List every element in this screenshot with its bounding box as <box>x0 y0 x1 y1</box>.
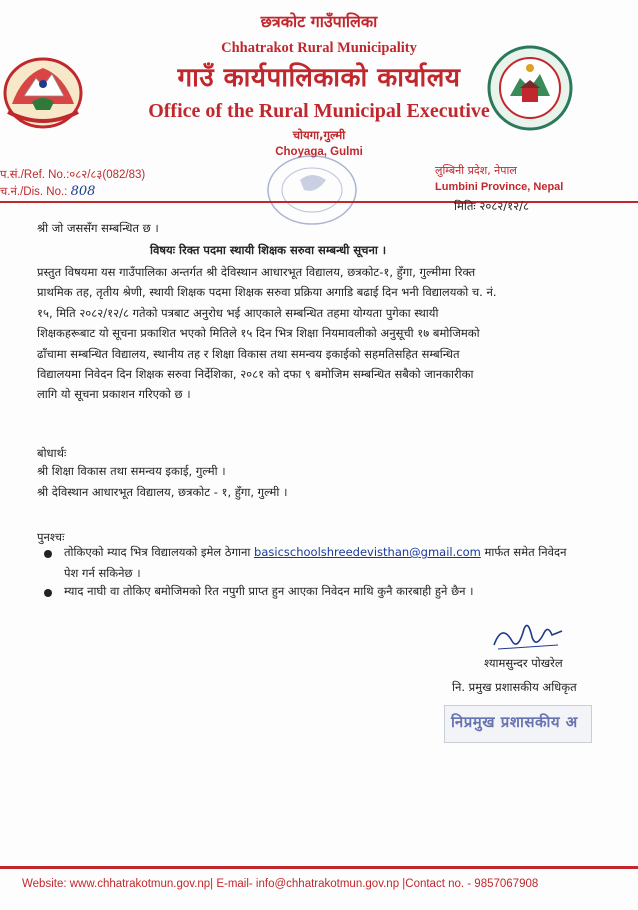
header-divider <box>0 201 638 203</box>
bullet-icon <box>44 550 52 558</box>
postscript-label: पुनश्चः <box>37 530 65 544</box>
note-2: म्याद नाघी वा तोकिए बमोजिमको रित नपुगी प्राप्त हुन आएका निवेदन माथि कुनै कारबाही हुने छैन । <box>64 584 474 598</box>
location-english: Choyaga, Gulmi <box>275 146 363 158</box>
paragraph-line: लागि यो सूचना प्रकाशन गरिएको छ । <box>37 387 191 402</box>
note-1-text: तोकिएको म्याद भित्र विद्यालयको इमेल ठेगाना <box>64 545 251 559</box>
province-nepali: लुम्बिनी प्रदेश, नेपाल <box>435 164 517 177</box>
ref-label: प.सं./Ref. No.: <box>0 169 70 181</box>
footer-contact: Website: www.chhatrakotmun.gov.np| E-mail- info@chhatrakotmun.gov.np |Contact no. - 9857067908 <box>22 878 539 890</box>
paragraph-line: ढाँचामा सम्बन्धित विद्यालय, स्थानीय तह र शिक्षा विकास तथा समन्वय इकाईको सहमतिसहित सम्बन्धित <box>37 346 460 361</box>
dis-label: च.नं./Dis. No.: <box>0 186 68 198</box>
body-paragraph <box>37 262 615 405</box>
cc-label: बोधार्थः <box>37 446 67 460</box>
designation-stamp-text: निप्रमुख प्रशासकीय अ <box>451 713 578 731</box>
letter-date: मितिः २०८२/१२/८ <box>454 199 529 213</box>
signature <box>488 615 568 655</box>
letter-subject: विषयः रिक्त पदमा स्थायी शिक्षक सरुवा सम्बन्धी सूचना । <box>150 243 387 257</box>
cc-recipient: श्री शिक्षा विकास तथा समन्वय इकाई, गुल्मी । <box>37 464 226 478</box>
note-1 <box>64 542 567 562</box>
note-1-text-after: मार्फत समेत निवेदन <box>484 545 567 559</box>
designation-stamp <box>444 705 592 743</box>
office-name-nepali: गाउँ कार्यपालिकाको कार्यालय <box>177 63 461 93</box>
salutation: श्री जो जससँग सम्बन्धित छ । <box>37 221 159 235</box>
ref-value: ०८२/८३(082/83) <box>69 169 146 181</box>
signer-name: श्यामसुन्दर पोखरेल <box>484 656 563 670</box>
paragraph-line: १५, मिति २०८२/१२/८ गतेको पत्रबाट अनुरोध भई आएकाले सम्बन्धित तहमा योग्यता पुगेका स्थायी <box>37 305 439 320</box>
municipality-name-nepali: छत्रकोट गाउँपालिका <box>260 12 378 31</box>
province-english: Lumbini Province, Nepal <box>435 181 564 193</box>
office-name-english: Office of the Rural Municipal Executive <box>148 100 490 122</box>
paragraph-line: विद्यालयमा निवेदन दिन शिक्षक सरुवा निर्देशिका, २०८१ को दफा ९ बमोजिम सम्बन्धित सबैको जानकारीका <box>37 367 474 382</box>
office-seal-stamp <box>246 150 364 236</box>
municipality-name-english: Chhatrakot Rural Municipality <box>221 40 417 56</box>
footer-divider <box>0 866 638 869</box>
paragraph-line: शिक्षकहरूबाट यो सूचना प्रकाशित भएको मितिले १५ दिन भित्र शिक्षा नियमावलीको अनुसूची १७ बमोजिमको <box>37 326 480 341</box>
note-1-continued: पेश गर्न सकिनेछ । <box>64 566 141 580</box>
paragraph-line: प्रस्तुत विषयमा यस गाउँपालिका अन्तर्गत श्री देविस्थान आधारभूत विद्यालय, छत्रकोट-१, हुँगा, गुल्मीमा रिक्त <box>37 265 476 279</box>
reference-number <box>0 167 145 182</box>
cc-recipient: श्री देविस्थान आधारभूत विद्यालय, छत्रकोट - १, हुँगा, गुल्मी । <box>37 485 288 499</box>
dis-value: 808 <box>70 184 96 199</box>
paragraph-line: प्राथमिक तह, तृतीय श्रेणी, स्थायी शिक्षक पदमा शिक्षक सरुवा प्रक्रिया अगाडि बढाई दिन भनी विद्यालयको च. नं. <box>37 285 497 300</box>
dispatch-number <box>0 184 95 199</box>
signer-title: नि. प्रमुख प्रशासकीय अधिकृत <box>452 680 577 694</box>
bullet-icon <box>44 589 52 597</box>
location-nepali: चोयगा,गुल्मी <box>292 128 346 142</box>
school-email-link[interactable]: basicschoolshreedevisthan@gmail.com <box>254 545 481 559</box>
